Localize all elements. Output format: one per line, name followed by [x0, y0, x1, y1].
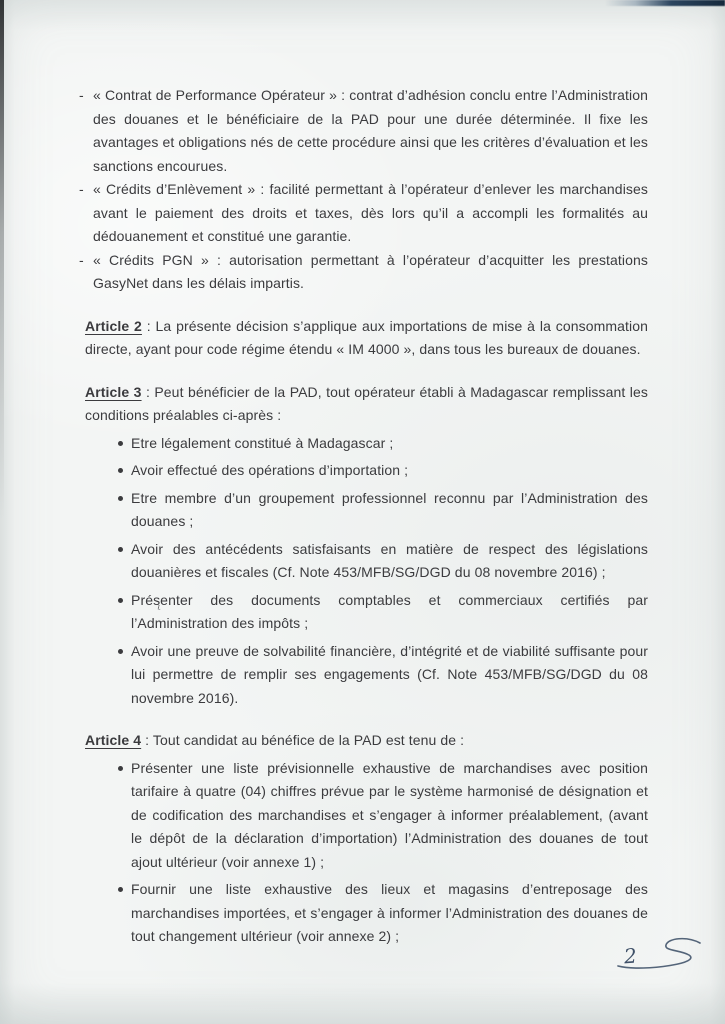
bullet-icon: [118, 468, 123, 473]
article-3: [85, 381, 648, 711]
bullet-icon: [118, 766, 123, 771]
article-4-separator: :: [141, 732, 153, 748]
ink-speck: [157, 604, 161, 610]
bullet-text: Fournir une liste exhaustive des lieux et magasins d’entreposage des marchandises importées, et s’engager à informer l’Administration des douanes de tout changement ultérieur (voir annexe 2) ;: [131, 881, 648, 944]
article-3-text: Peut bénéficier de la PAD, tout opérateur établi à Madagascar remplissant les conditions préalables ci-après :: [85, 383, 648, 423]
article-2-text: La présente décision s’applique aux importations de mise à la consommation directe, ayant pour code régime étendu « IM 4000 », dans tous les bureaux de douanes.: [85, 317, 648, 357]
list-item: [85, 487, 648, 534]
bullet-icon: [118, 496, 123, 501]
article-2-paragraph: [85, 315, 648, 362]
article-3-label: Article 3: [85, 383, 142, 400]
list-item: [85, 459, 648, 483]
article-4-text: Tout candidat au bénéfice de la PAD est tenu de :: [152, 732, 465, 748]
definition-text: « Crédits PGN » : autorisation permettant à l’opérateur d’acquitter les prestations GasyNet dans les délais impartis.: [93, 251, 648, 291]
article-4-obligations-list: [85, 757, 648, 949]
scan-artifact-left-edge: [0, 0, 4, 520]
article-2-separator: :: [141, 317, 156, 334]
article-3-conditions-list: [85, 432, 648, 711]
definition-item-contrat-performance: [79, 84, 648, 178]
definition-item-credits-enlevement: [79, 178, 648, 249]
article-3-paragraph: [85, 381, 648, 428]
dash-marker: -: [79, 87, 84, 103]
definitions-list: [79, 84, 648, 296]
dash-marker: -: [79, 251, 84, 268]
bullet-text: Etre membre d’un groupement professionnel reconnu par l’Administration des douanes ;: [131, 489, 648, 529]
definition-item-credits-pgn: [79, 249, 648, 296]
handwritten-page-number: 2: [623, 943, 638, 969]
article-4: [85, 729, 648, 949]
bullet-text: Avoir effectué des opérations d’importation ;: [131, 462, 409, 478]
definition-text: « Contrat de Performance Opérateur » : contrat d’adhésion conclu entre l’Administration des douanes et le bénéficiaire de la PAD pour une durée déterminée. Il fixe les avantages et obligations nés de cette procédure ainsi que les critères d’évaluation et les sanctions encourues.: [93, 87, 648, 174]
bullet-icon: [118, 887, 123, 892]
bullet-text: Présenter des documents comptables et commerciaux certifiés par l’Administration des impôts ;: [131, 591, 648, 631]
list-item: [85, 878, 648, 949]
article-2: [85, 315, 648, 362]
bullet-text: Etre légalement constitué à Madagascar ;: [131, 434, 394, 451]
article-2-label: Article 2: [85, 317, 142, 334]
dash-marker: -: [79, 181, 84, 197]
bullet-icon: [118, 598, 123, 603]
bullet-icon: [118, 649, 123, 654]
list-item: [85, 589, 648, 636]
article-3-separator: :: [141, 383, 155, 400]
list-item: [85, 432, 648, 456]
scan-artifact-top-right: [605, 0, 725, 6]
article-4-label: Article 4: [85, 732, 142, 748]
signature-paraph-icon: [612, 934, 712, 982]
article-4-paragraph: [85, 729, 648, 753]
definition-text: « Crédits d’Enlèvement » : facilité permettant à l’opérateur d’enlever les marchandises avant le paiement des droits et taxes, dès lors qu’il a accompli les formalités au dédouanement et constitué une garantie.: [93, 181, 648, 244]
document-content: [79, 84, 648, 949]
bullet-icon: [118, 547, 123, 552]
list-item: [85, 757, 648, 875]
bullet-text: Avoir une preuve de solvabilité financière, d’intégrité et de viabilité suffisante pour lui permettre de remplir ses engagements (Cf. Note 453/MFB/SG/DGD du 08 novembre 2016).: [131, 642, 648, 706]
bullet-icon: [118, 441, 123, 446]
bullet-text: Avoir des antécédents satisfaisants en matière de respect des législations douanières et fiscales (Cf. Note 453/MFB/SG/DGD du 08 novembre 2016) ;: [131, 540, 648, 580]
bullet-text: Présenter une liste prévisionnelle exhaustive de marchandises avec position tarifaire à quatre (04) chiffres prévue par le système harmonisé de désignation et de codification des marchandises et s’engager à informer préalablement, (avant le dépôt de la déclaration d’importation) l’Administration des douanes de tout ajout ultérieur (voir annexe 1) ;: [131, 759, 648, 870]
list-item: [85, 640, 648, 711]
handwritten-page-number-area: [612, 934, 712, 982]
list-item: [85, 538, 648, 585]
